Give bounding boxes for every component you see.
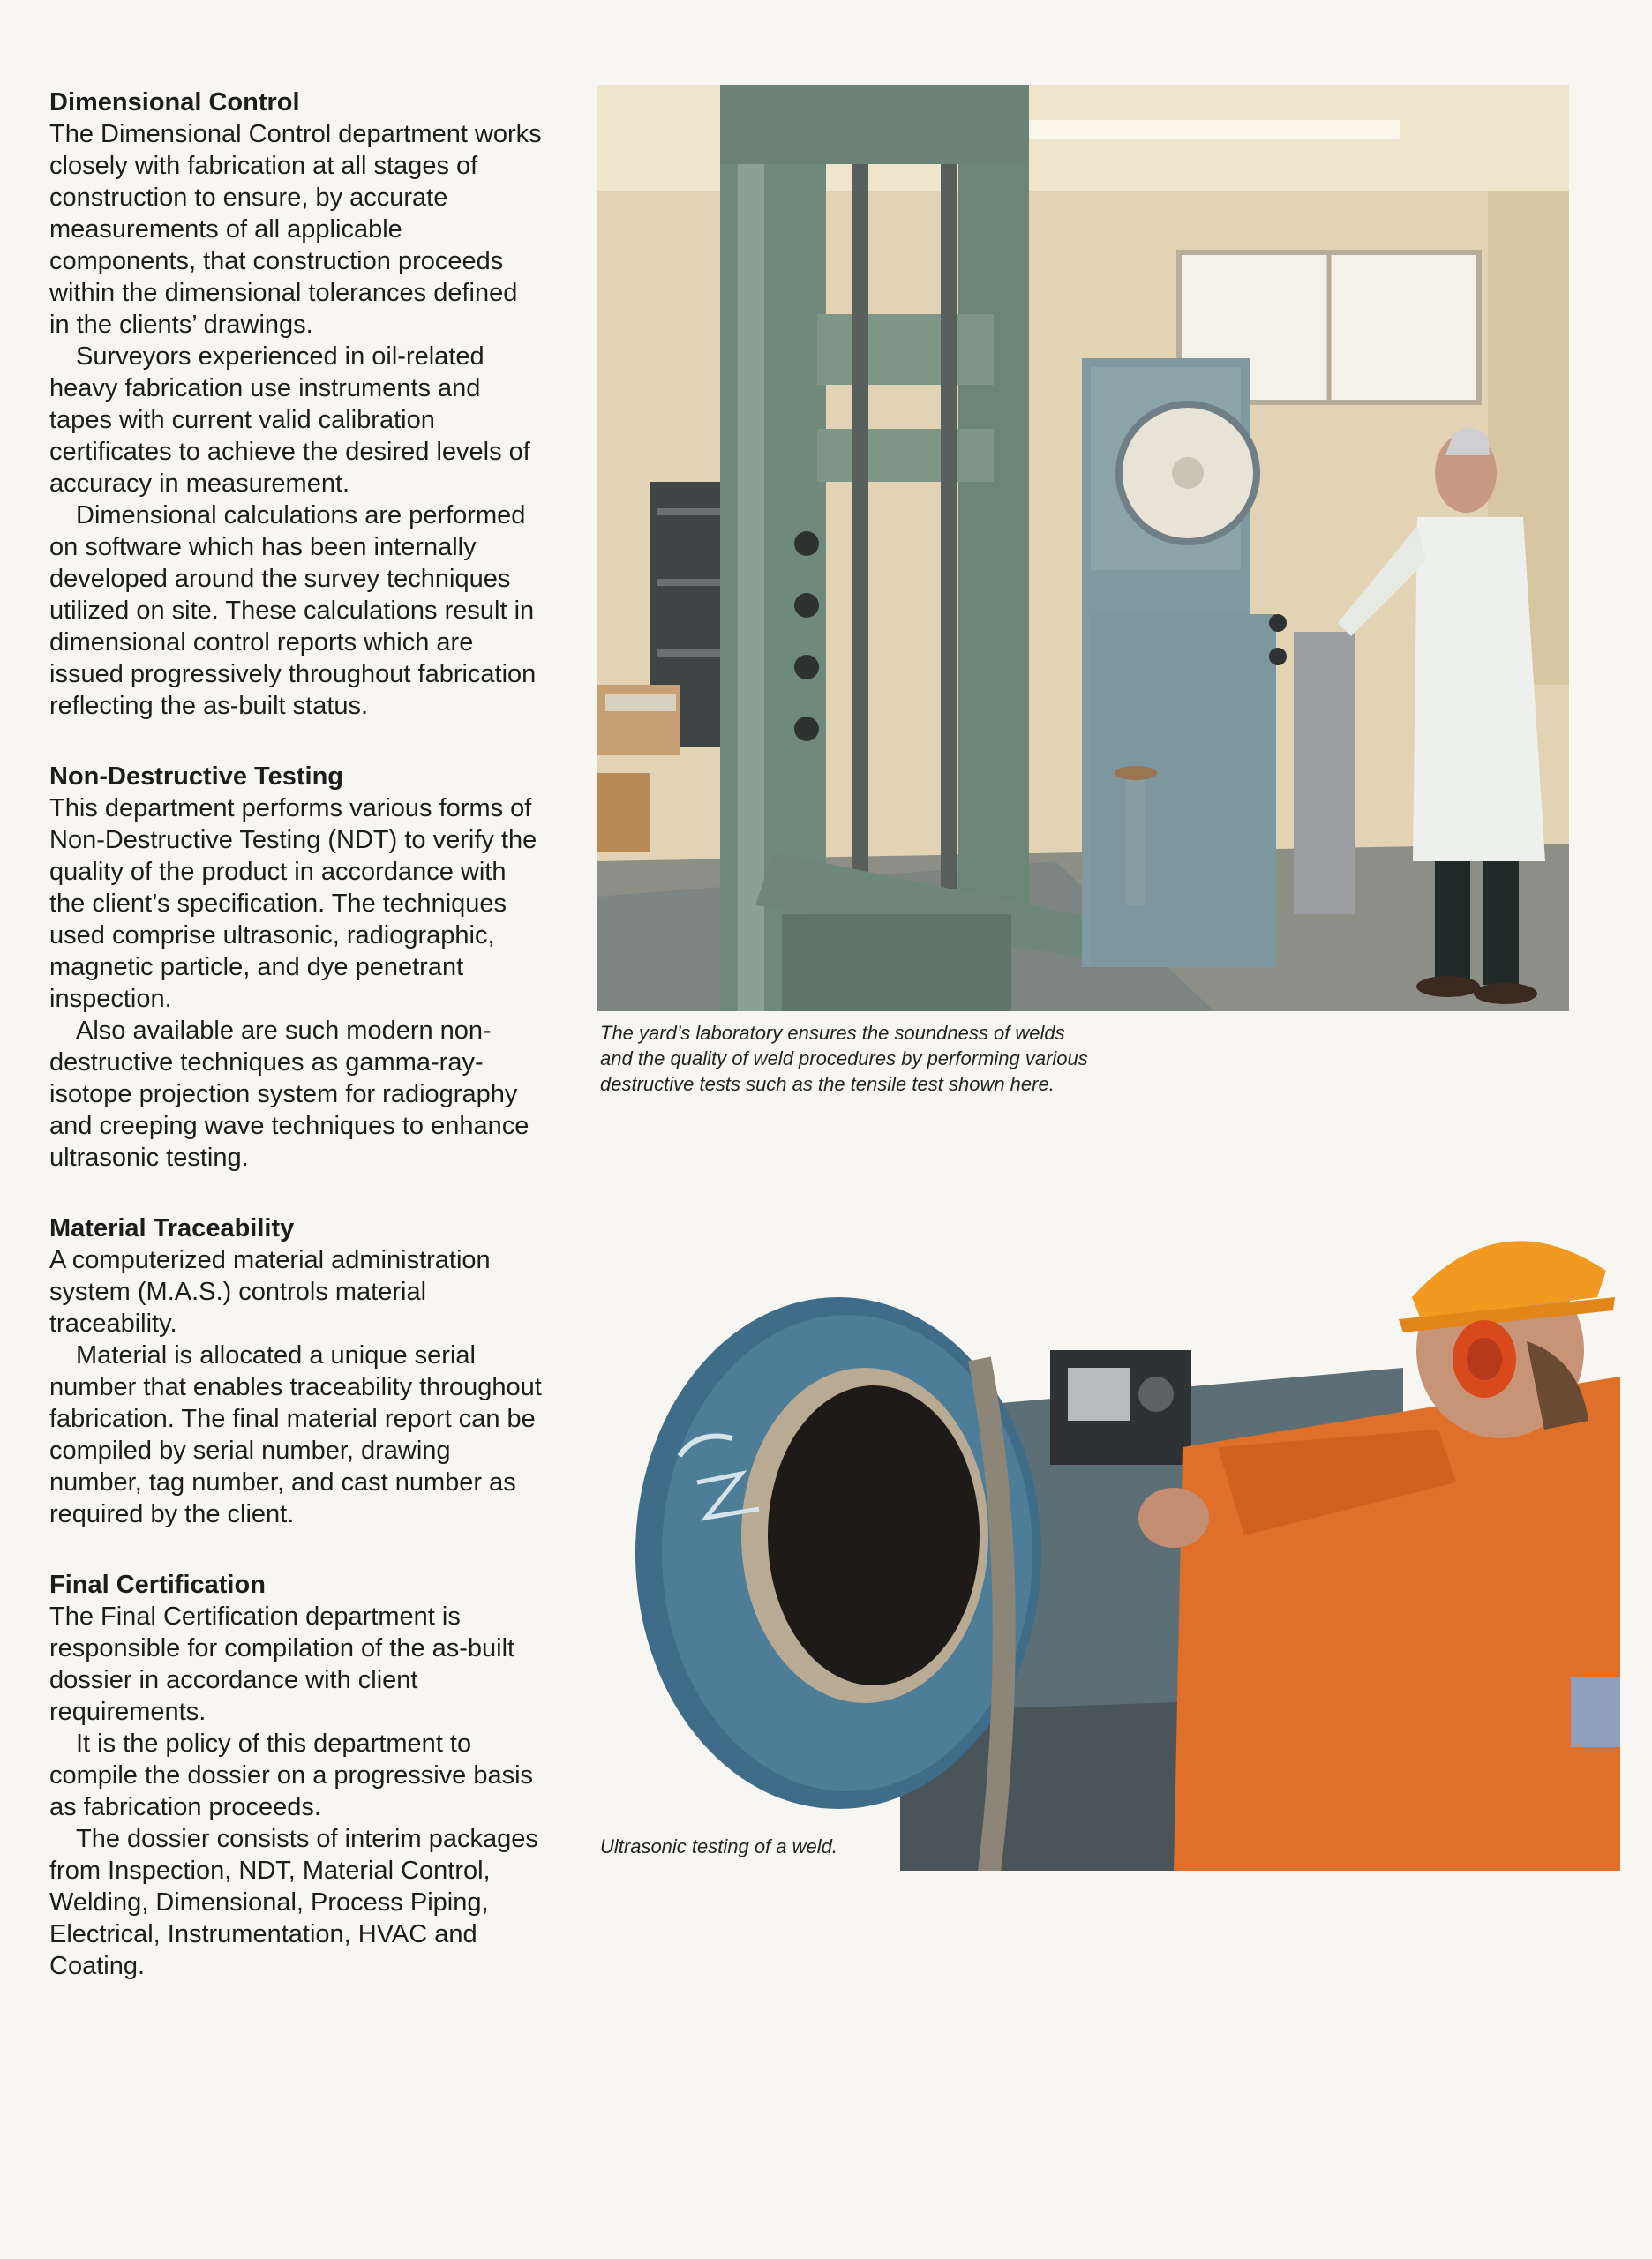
laboratory-illustration [597,85,1569,1011]
laboratory-photo-caption: The yard’s laboratory ensures the soundness of welds and the quality of weld procedures by performing various destructive tests such as the tensile test shown here. [600,1022,1088,1095]
paragraph: It is the policy of this department to compile the dossier on a progressive basis as fabrication proceeds. [49,1730,534,1821]
paragraph: Dimensional calculations are performed on software which has been internally developed around the survey techniques utilized on site. These calculations result in dimensional control reports which are issued progressively throughout fabrication reflecting the as-built status. [49,501,537,720]
laboratory-photo [597,85,1569,1011]
section-heading: Final Certification [49,1571,266,1599]
paragraph: The dossier consists of interim packages from Inspection, NDT, Material Control, Welding, Dimensional, Process Piping, Electrical, Instrumentation, HVAC and Coating. [49,1825,538,1980]
paragraph: This department performs various forms of Non-Destructive Testing (NDT) to verify the quality of the product in accordance with the client’s specification. The techniques used comprise ultrasonic, radiographic, magnetic particle, and dye penetrant inspection. [49,794,537,1013]
section-heading: Dimensional Control [49,88,300,116]
section-dimensional-control [49,86,544,722]
paragraph: Material is allocated a unique serial number that enables traceability throughout fabrication. The final material report can be compiled by serial number, drawing number, tag number, and cast number as required by the client. [49,1341,542,1528]
section-material-traceability [49,1212,544,1530]
paragraph: A computerized material administration system (M.A.S.) controls material traceability. [49,1246,491,1338]
paragraph: The Dimensional Control department works closely with fabrication at all stages of construction to ensure, by accurate measurements of all applicable components, that construction proceeds within the dimensional tolerances defined in the clients’ drawings. [49,120,542,339]
article-text-column [49,86,544,2021]
paragraph: Also available are such modern non-destructive techniques as gamma-ray-isotope projection system for radiography and creeping wave techniques to enhance ultrasonic testing. [49,1017,529,1172]
section-heading: Material Traceability [49,1214,295,1242]
ultrasonic-testing-illustration [609,1165,1620,1871]
paragraph: Surveyors experienced in oil-related heavy fabrication use instruments and tapes with current valid calibration certificates to achieve the desired levels of accuracy in measurement. [49,342,530,498]
section-final-certification [49,1569,544,1982]
ultrasonic-photo-caption: Ultrasonic testing of a weld. [600,1835,838,1857]
section-non-destructive-testing [49,761,544,1174]
section-heading: Non-Destructive Testing [49,762,344,791]
paragraph: The Final Certification department is responsible for compilation of the as-built dossier in accordance with client requirements. [49,1602,515,1726]
ultrasonic-testing-photo [609,1165,1620,1871]
